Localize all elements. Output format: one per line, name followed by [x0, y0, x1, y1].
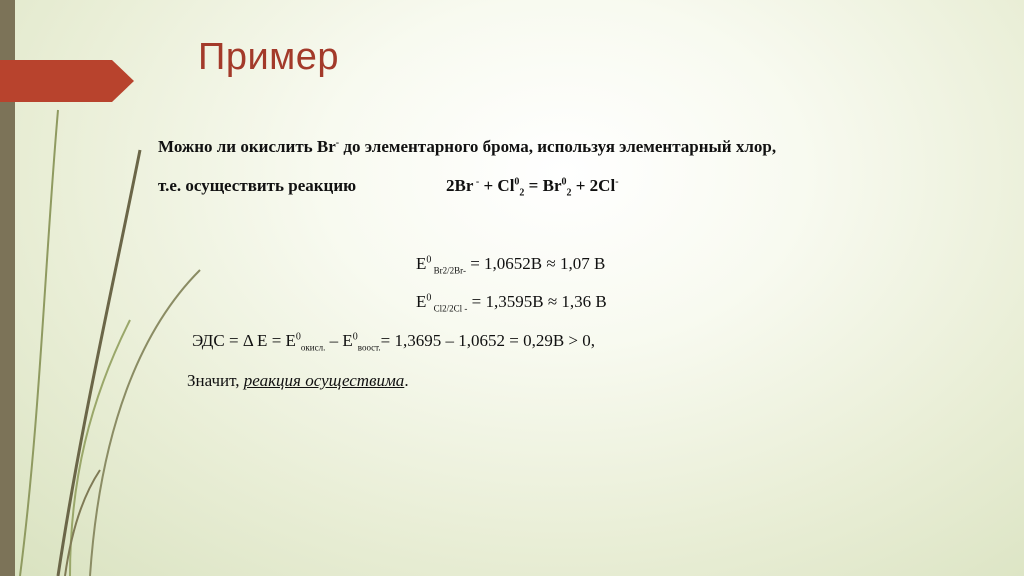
potential-sup: 0	[426, 254, 432, 266]
potential-bromine	[416, 254, 605, 274]
question-prefix: Можно ли окислить Br	[158, 137, 336, 156]
reaction-sup-4: -	[615, 176, 619, 188]
conclusion-prefix: Значит,	[187, 371, 244, 390]
reaction-sup-3: 0	[561, 176, 567, 188]
conclusion-suffix: .	[404, 371, 409, 390]
conclusion-underlined: реакция осуществима	[243, 371, 405, 390]
emf-sup-1: 0	[295, 331, 301, 343]
emf-part-1: ЭДС = Δ Е = Е	[192, 331, 296, 350]
reaction-sub-2: 2	[519, 187, 525, 199]
potential-sup: 0	[426, 292, 432, 304]
title-arrow-decoration	[0, 60, 134, 102]
question-charge-sup: -	[335, 137, 340, 149]
potential-sub: Cl2/2Cl -	[431, 303, 468, 314]
emf-part-3: = 1,3695 – 1,0652 = 0,29В > 0,	[380, 331, 596, 350]
reaction-sub-3: 2	[566, 187, 572, 199]
reaction-part-1: 2Br	[446, 176, 474, 195]
conclusion	[187, 371, 409, 391]
emf-sub-2: воост.	[357, 342, 381, 353]
reaction-part-3: = Br	[524, 176, 562, 195]
question-suffix: до элементарного брома, используя элементарный хлор,	[339, 137, 777, 156]
potential-symbol: E	[416, 292, 427, 311]
reaction-equation	[446, 176, 619, 199]
potential-chlorine	[416, 292, 607, 312]
potential-symbol: E	[416, 254, 427, 273]
reaction-sup-1: -	[473, 176, 480, 188]
potential-sub: Br2/2Br-	[431, 265, 466, 276]
question-line-1	[158, 137, 776, 157]
question-line-2: т.е. осуществить реакцию	[158, 176, 357, 195]
emf-equation	[192, 331, 595, 351]
emf-part-2: – Е	[325, 331, 353, 350]
reaction-part-4: + 2Cl	[571, 176, 616, 195]
slide-title: Пример	[198, 36, 340, 78]
potential-value: = 1,3595В ≈ 1,36 В	[467, 292, 607, 311]
reaction-sup-2: 0	[514, 176, 520, 188]
emf-sup-2: 0	[352, 331, 358, 343]
reaction-part-2: + Cl	[479, 176, 515, 195]
potential-value: = 1,0652В ≈ 1,07 В	[465, 254, 606, 273]
emf-sub-1: окисл.	[300, 342, 326, 353]
